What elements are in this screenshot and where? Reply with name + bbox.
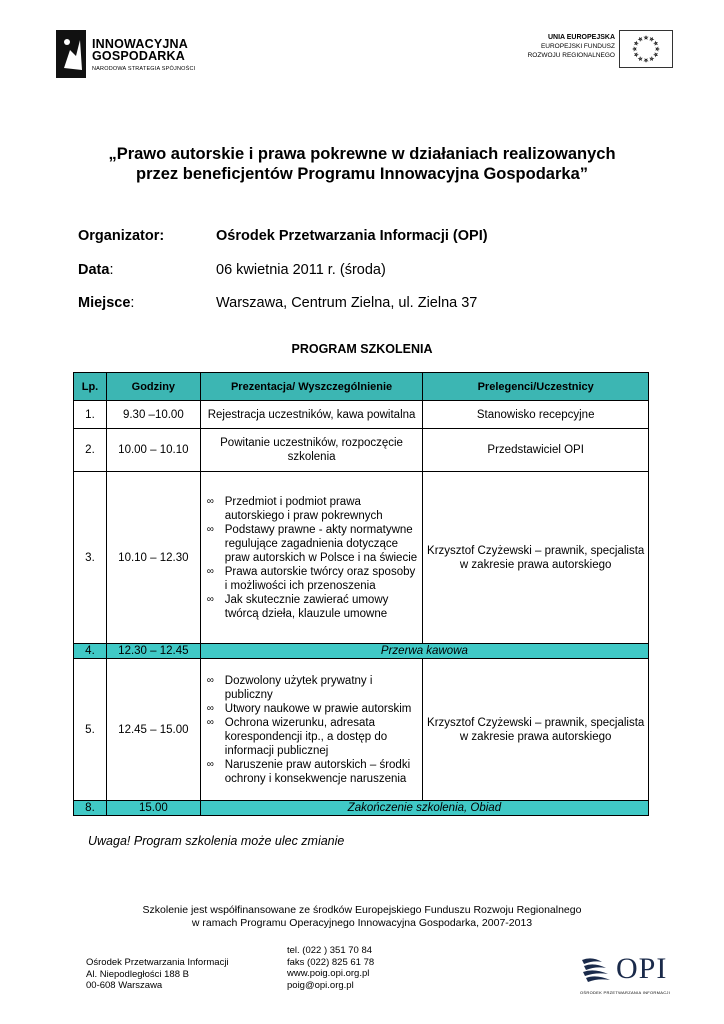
place-label-text: Miejsce [78, 295, 131, 311]
bullet-icon: ∞ [206, 565, 214, 577]
ig-logo-subtitle: NARODOWA STRATEGIA SPÓJNOŚCI [92, 66, 196, 72]
eu-logo-line2: EUROPEJSKI FUNDUSZ [540, 43, 615, 50]
header-lp: Lp. [74, 373, 107, 401]
row-hours: 15.00 [106, 801, 200, 816]
row-description [200, 472, 423, 644]
table-row-break [74, 644, 649, 659]
ig-logo-text [92, 38, 188, 62]
topic-text: Naruszenie praw autorskich – środki ochrony i konsekwencje naruszenia [224, 758, 411, 785]
topic-text: Prawa autorskie twórcy oraz sposoby i możliwości ich przenoszenia [224, 565, 416, 592]
eu-logo [508, 30, 673, 70]
place-value: Warszawa, Centrum Zielna, ul. Zielna 37 [216, 295, 478, 311]
table-row [74, 659, 649, 801]
bullet-icon: ∞ [206, 495, 214, 507]
topic-text: Przedmiot i podmiot prawa autorskiego i praw pokrewnych [224, 495, 383, 522]
row-speaker: Przedstawiciel OPI [423, 429, 649, 472]
topic-text: Dozwolony użytek prywatny i publiczny [224, 674, 373, 701]
bullet-icon: ∞ [206, 674, 214, 686]
row-speaker: Stanowisko recepcyjne [423, 401, 649, 429]
row-hours: 10.10 – 12.30 [106, 472, 200, 644]
organizer-value: Ośrodek Przetwarzania Informacji (OPI) [216, 228, 488, 244]
row-lp: 2. [74, 429, 107, 472]
address-line: Al. Niepodległości 188 B [86, 968, 189, 980]
row-lp: 5. [74, 659, 107, 801]
title-line2: przez beneficjentów Programu Innowacyjna Gospodarka” [135, 165, 588, 183]
bullet-icon: ∞ [206, 593, 214, 605]
list-item [207, 565, 421, 593]
opi-logo [580, 954, 676, 1000]
row-description: Powitanie uczestników, rozpoczęcie szkolenia [200, 429, 423, 472]
change-note: Uwaga! Program szkolenia może ulec zmianie [88, 834, 345, 848]
opi-logo-icon [580, 954, 614, 988]
bullet-icon: ∞ [206, 702, 214, 714]
row-speaker: Krzysztof Czyżewski – prawnik, specjalista w zakresie prawa autorskiego [423, 659, 649, 801]
contact-phone: tel. (022 ) 351 70 84 [287, 945, 373, 956]
bullet-icon: ∞ [206, 758, 214, 770]
header-presentation: Prezentacja/ Wyszczególnienie [200, 373, 423, 401]
row-hours: 12.30 – 12.45 [106, 644, 200, 659]
date-label [78, 262, 113, 278]
topic-text: Utwory naukowe w prawie autorskim [224, 702, 412, 715]
row-lp: 1. [74, 401, 107, 429]
funding-line2: w ramach Programu Operacyjnego Innowacyjna Gospodarka, 2007-2013 [191, 917, 533, 929]
eu-logo-text [528, 33, 615, 60]
topic-list [201, 495, 423, 621]
date-colon: : [109, 262, 114, 278]
eu-flag-icon [619, 30, 673, 68]
row-description: Przerwa kawowa [200, 644, 648, 659]
organizer-label-text: Organizator: [78, 228, 165, 244]
row-hours: 9.30 –10.00 [106, 401, 200, 429]
row-description [200, 659, 423, 801]
row-lp: 8. [74, 801, 107, 816]
eu-logo-line1: UNIA EUROPEJSKA [547, 34, 615, 41]
address-line: Ośrodek Przetwarzania Informacji [86, 957, 229, 968]
list-item [207, 702, 421, 716]
bullet-icon: ∞ [206, 523, 214, 535]
opi-logo-subtitle: OŚRODEK PRZETWARZANIA INFORMACJI [580, 990, 671, 995]
table-row [74, 472, 649, 644]
row-description: Zakończenie szkolenia, Obiad [200, 801, 648, 816]
table-row-break [74, 801, 649, 816]
header-hours: Godziny [106, 373, 200, 401]
row-lp: 4. [74, 644, 107, 659]
row-hours: 12.45 – 15.00 [106, 659, 200, 801]
contact-fax: faks (022) 825 61 78 [287, 956, 375, 968]
topic-text: Ochrona wizerunku, adresata korespondencji itp., a dostęp do informacji publicznej [224, 716, 388, 757]
list-item [207, 716, 421, 758]
list-item [207, 593, 421, 621]
date-value: 06 kwietnia 2011 r. (środa) [216, 262, 386, 278]
list-item [207, 758, 421, 786]
row-description: Rejestracja uczestników, kawa powitalna [200, 401, 423, 429]
date-label-text: Data [78, 262, 110, 278]
table-row [74, 429, 649, 472]
document-title [60, 144, 664, 184]
place-colon: : [130, 295, 135, 311]
place-label [78, 295, 134, 311]
row-lp: 3. [74, 472, 107, 644]
opi-logo-text: OPI [616, 952, 668, 985]
topic-text: Podstawy prawne - akty normatywne regulujące zagadnienia dotyczące praw autorskich w Polsce i na świecie [224, 523, 418, 564]
ig-logo-icon [56, 30, 86, 78]
funding-line1: Szkolenie jest współfinansowane ze środków Europejskiego Funduszu Rozwoju Regionalnego [142, 904, 582, 916]
table-header-row [74, 373, 649, 401]
topic-list [201, 674, 423, 786]
title-line1: „Prawo autorskie i prawa pokrewne w działaniach realizowanych [108, 145, 616, 163]
table-row [74, 401, 649, 429]
row-hours: 10.00 – 10.10 [106, 429, 200, 472]
ig-logo-line1: INNOWACYJNA [92, 37, 188, 51]
funding-notice [0, 904, 724, 930]
header-speakers: Prelegenci/Uczestnicy [423, 373, 649, 401]
list-item [207, 674, 421, 702]
organizer-label [78, 228, 164, 244]
innowacyjna-gospodarka-logo [52, 28, 222, 88]
contact-website[interactable]: www.poig.opi.org.pl [287, 968, 370, 979]
program-title: PROGRAM SZKOLENIA [291, 342, 433, 356]
footer-contact [287, 945, 374, 991]
footer-address [86, 957, 229, 992]
schedule-table [73, 372, 649, 816]
list-item [207, 495, 421, 523]
bullet-icon: ∞ [206, 716, 214, 728]
ig-logo-line2: GOSPODARKA [92, 49, 185, 63]
eu-logo-line3: ROZWOJU REGIONALNEGO [527, 52, 615, 59]
topic-text: Jak skutecznie zawierać umowy twórcą dzieła, klauzule umowne [224, 593, 389, 620]
row-speaker: Krzysztof Czyżewski – prawnik, specjalista w zakresie prawa autorskiego [423, 472, 649, 644]
address-line: 00-608 Warszawa [86, 980, 163, 991]
list-item [207, 523, 421, 565]
contact-email[interactable]: poig@opi.org.pl [287, 979, 354, 991]
